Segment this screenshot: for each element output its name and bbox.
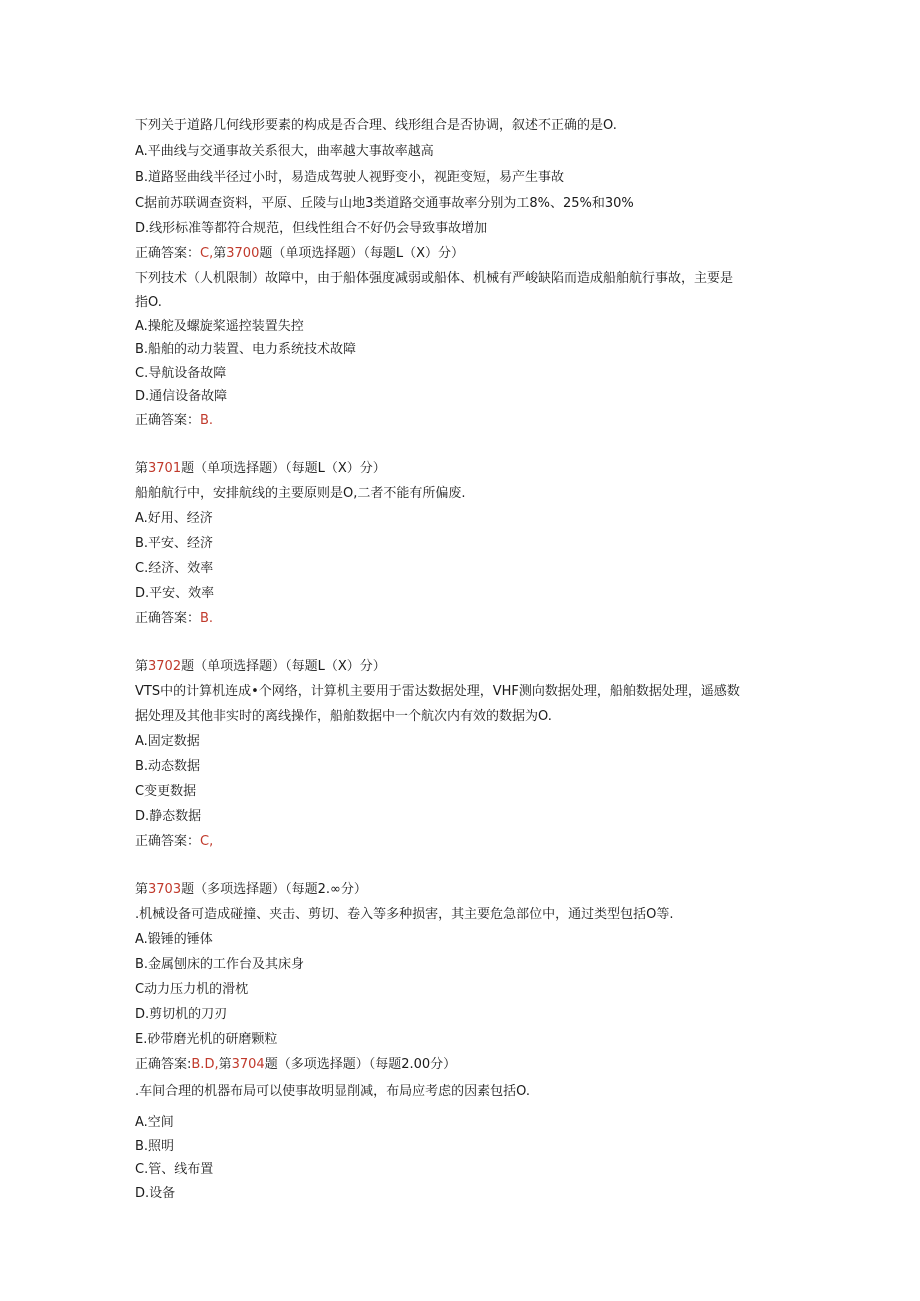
question-header [135, 882, 367, 898]
question-stem: 船舶航行中，安排航线的主要原则是O,二者不能有所偏废. [135, 486, 466, 501]
option-a: A.好用、经济 [135, 511, 213, 526]
question-stem: 下列技术（人机限制）故障中，由于船体强度减弱或船体、机械有严峻缺陷而造成船舶航行事故，主要是 [135, 271, 734, 286]
answer-value: C, [200, 834, 214, 849]
option-b: B.照明 [135, 1139, 175, 1154]
option-c: C动力压力机的滑枕 [135, 982, 249, 997]
question-stem-continued: 据处理及其他非实时的离线操作，船舶数据中一个航次内有效的数据为O. [135, 709, 552, 724]
option-c: C变更数据 [135, 784, 197, 799]
option-a: A.固定数据 [135, 734, 200, 749]
answer-label: 正确答案： [135, 413, 201, 428]
answer-line [135, 611, 213, 627]
option-d: D.静态数据 [135, 809, 202, 824]
option-a: A.平曲线与交通事故关系很大，曲率越大事故率越高 [135, 144, 434, 159]
option-c: C.管、线布置 [135, 1162, 214, 1177]
answer-value: C, [200, 246, 214, 261]
option-c: C据前苏联调查资料，平原、丘陵与山地3类道路交通事故率分别为工8%、25%和30% [135, 196, 634, 211]
answer-line [135, 246, 464, 262]
option-d: D.通信设备故障 [135, 389, 228, 404]
option-a: A.空间 [135, 1115, 174, 1130]
question-header-suffix: 题（单项选择题）（每题L（X）分） [181, 461, 386, 476]
option-b: B.金属刨床的工作台及其床身 [135, 957, 305, 972]
question-stem: .机械设备可造成碰撞、夹击、剪切、卷入等多种损害，其主要危急部位中，通过类型包括O等. [135, 907, 674, 922]
option-a: A.锻锤的锤体 [135, 932, 213, 947]
option-d: D.剪切机的刀刃 [135, 1007, 228, 1022]
option-e: E.砂带磨光机的研磨颗粒 [135, 1032, 278, 1047]
option-d: D.设备 [135, 1186, 176, 1201]
question-header-prefix: 第 [213, 246, 227, 261]
question-header-prefix: 第 [135, 882, 149, 897]
option-b: B.动态数据 [135, 759, 201, 774]
question-stem: VTS中的计算机连成•个网络，计算机主要用于雷达数据处理，VHF测向数据处理，船舶数据处理，遥感数 [135, 684, 740, 699]
question-stem-continued: 指O. [135, 295, 162, 310]
question-header-prefix: 第 [135, 659, 149, 674]
question-stem: .车间合理的机器布局可以使事故明显削减，布局应考虑的因素包括O. [135, 1084, 530, 1099]
option-c: C.导航设备故障 [135, 366, 227, 381]
option-c: C.经济、效率 [135, 561, 214, 576]
question-header-suffix: 题（多项选择题）（每题2.00分） [264, 1057, 457, 1072]
question-header-prefix: 第 [218, 1057, 232, 1072]
question-header [135, 659, 386, 675]
answer-line [135, 413, 213, 429]
question-header [135, 461, 386, 477]
answer-label: 正确答案： [135, 611, 201, 626]
question-header-suffix: 题（单项选择题）（每题L（X）分） [181, 659, 386, 674]
answer-line [135, 834, 213, 850]
option-d: D.平安、效率 [135, 586, 215, 601]
question-header-suffix: 题（单项选择题）（每题L（X）分） [259, 246, 464, 261]
question-number: 3703 [148, 882, 182, 897]
answer-line [135, 1057, 456, 1073]
question-number: 3700 [226, 246, 260, 261]
option-a: A.操舵及螺旋桨遥控装置失控 [135, 319, 304, 334]
question-header-prefix: 第 [135, 461, 149, 476]
answer-label: 正确答案： [135, 246, 201, 261]
option-d: D.线形标准等都符合规范，但线性组合不好仍会导致事故增加 [135, 221, 488, 236]
question-number: 3704 [231, 1057, 265, 1072]
answer-value: B.D, [191, 1057, 219, 1072]
answer-value: B. [200, 611, 214, 626]
question-header-suffix: 题（多项选择题）（每题2.∞分） [181, 882, 367, 897]
option-b: B.船舶的动力装置、电力系统技术故障 [135, 342, 357, 357]
answer-value: B. [200, 413, 214, 428]
answer-label: 正确答案: [135, 1057, 192, 1072]
answer-label: 正确答案： [135, 834, 201, 849]
option-b: B.平安、经济 [135, 536, 214, 551]
option-b: B.道路竖曲线半径过小时，易造成驾驶人视野变小，视距变短，易产生事故 [135, 170, 565, 185]
question-number: 3702 [148, 659, 182, 674]
question-number: 3701 [148, 461, 182, 476]
question-stem: 下列关于道路几何线形要素的构成是否合理、线形组合是否协调，叙述不正确的是O. [135, 118, 617, 133]
